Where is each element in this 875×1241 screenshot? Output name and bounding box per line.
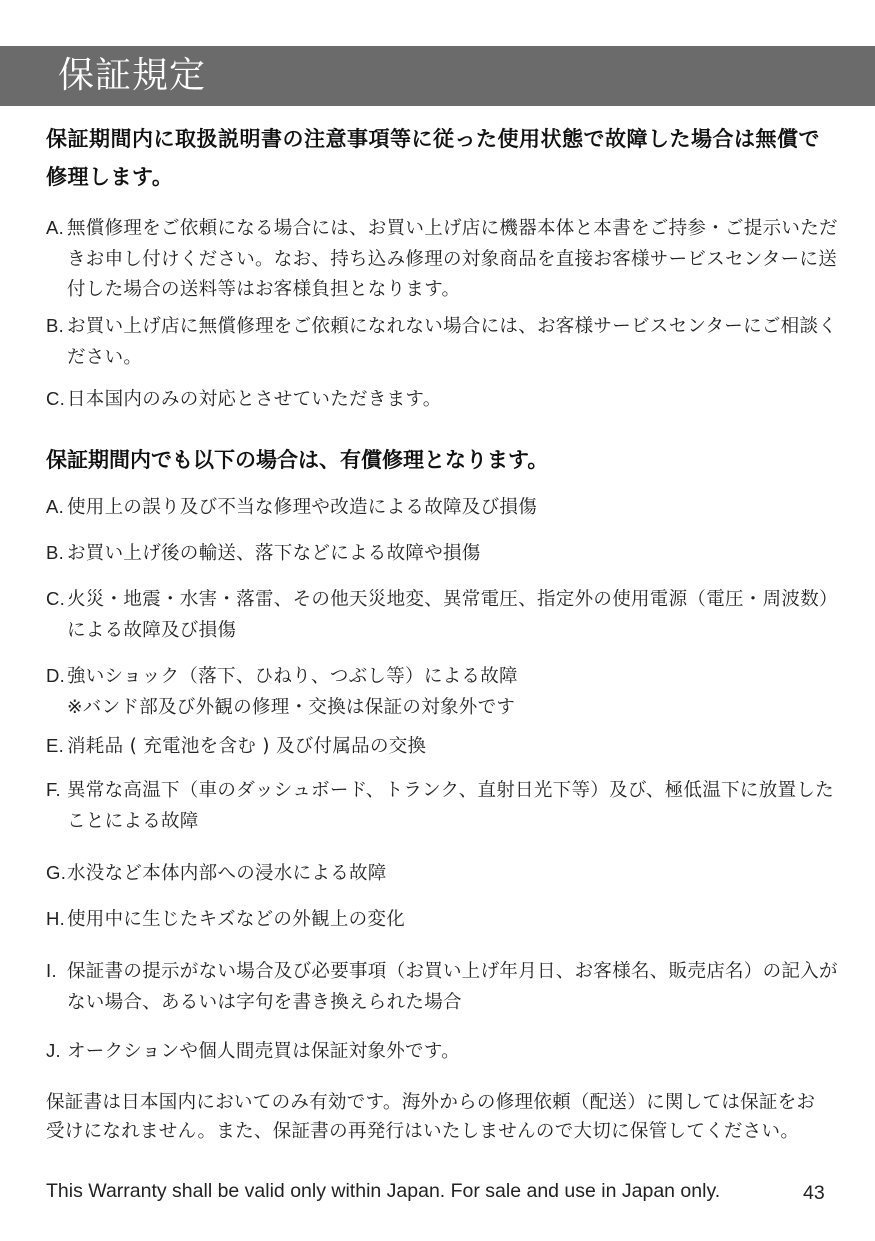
item-marker: B. xyxy=(46,542,65,563)
paid-item-g xyxy=(46,858,847,890)
free-item-a xyxy=(46,213,847,306)
item-text: 消耗品 ( 充電池を含む ) 及び付属品の交換 xyxy=(67,736,427,757)
item-marker: C. xyxy=(46,388,66,409)
free-repair-lead: 保証期間内に取扱説明書の注意事項等に従った使用状態で故障した場合は無償で修理します。 xyxy=(46,127,820,189)
item-marker: A. xyxy=(46,496,65,517)
item-marker: H. xyxy=(46,908,66,929)
paid-item-e xyxy=(46,731,847,763)
item-marker: J. xyxy=(46,1040,61,1061)
item-text: お買い上げ店に無償修理をご依頼になれない場合には、お客様サービスセンターにご相談ください。 xyxy=(67,316,838,368)
item-text: 水没など本体内部への浸水による故障 xyxy=(67,863,387,884)
item-text: 強いショック（落下、ひねり、つぶし等）による故障 xyxy=(67,666,518,687)
item-marker: A. xyxy=(46,217,65,238)
title-bar xyxy=(0,46,875,106)
item-marker: I. xyxy=(46,960,57,981)
item-text: 使用中に生じたキズなどの外観上の変化 xyxy=(67,909,406,930)
closing-paragraph: 保証書は日本国内においてのみ有効です。海外からの修理依頼（配送）に関しては保証をお受けになれません。また、保証書の再発行はいたしませんので大切に保管してください。 xyxy=(46,1092,816,1142)
item-marker: D. xyxy=(46,665,66,686)
paid-item-c xyxy=(46,584,847,646)
page-title: 保証規定 xyxy=(58,55,207,96)
item-text: オークションや個人間売買は保証対象外です。 xyxy=(67,1041,460,1062)
paid-item-j xyxy=(46,1036,847,1068)
footer-note: This Warranty shall be valid only within Japan. For sale and use in Japan only. xyxy=(46,1180,721,1202)
paid-repair-lead: 保証期間内でも以下の場合は、有償修理となります。 xyxy=(46,448,549,472)
item-marker: B. xyxy=(46,315,65,336)
item-text: 保証書の提示がない場合及び必要事項（お買い上げ年月日、お客様名、販売店名）の記入がない場合、あるいは字句を書き換えられた場合 xyxy=(67,961,838,1013)
item-text: 無償修理をご依頼になる場合には、お買い上げ店に機器本体と本書をご持参・ご提示いただきお申し付けください。なお、持ち込み修理の対象商品を直接お客様サービスセンターに送付した場合の送料等はお客様負担となります。 xyxy=(67,218,838,300)
paid-item-f xyxy=(46,775,847,837)
paid-item-h xyxy=(46,904,847,936)
item-marker: G. xyxy=(46,862,67,883)
item-text: 火災・地震・水害・落雷、その他天災地変、異常電圧、指定外の使用電源（電圧・周波数）による故障及び損傷 xyxy=(67,589,838,641)
paid-item-i xyxy=(46,956,847,1018)
item-text: お買い上げ後の輸送、落下などによる故障や損傷 xyxy=(67,543,481,564)
free-item-c xyxy=(46,384,847,416)
item-note: ※バンド部及び外観の修理・交換は保証の対象外です xyxy=(67,696,516,718)
item-text: 日本国内のみの対応とさせていただきます。 xyxy=(67,389,442,410)
item-text: 使用上の誤り及び不当な修理や改造による故障及び損傷 xyxy=(67,497,538,518)
paid-item-d xyxy=(46,661,847,723)
item-marker: C. xyxy=(46,588,66,609)
paid-item-b xyxy=(46,538,847,570)
item-marker: E. xyxy=(46,735,65,756)
page-number: 43 xyxy=(803,1182,825,1204)
paid-item-a xyxy=(46,492,847,524)
free-item-b xyxy=(46,311,847,373)
item-text: 異常な高温下（車のダッシュボード、トランク、直射日光下等）及び、極低温下に放置したことによる故障 xyxy=(67,780,834,832)
item-marker: F. xyxy=(46,779,61,800)
